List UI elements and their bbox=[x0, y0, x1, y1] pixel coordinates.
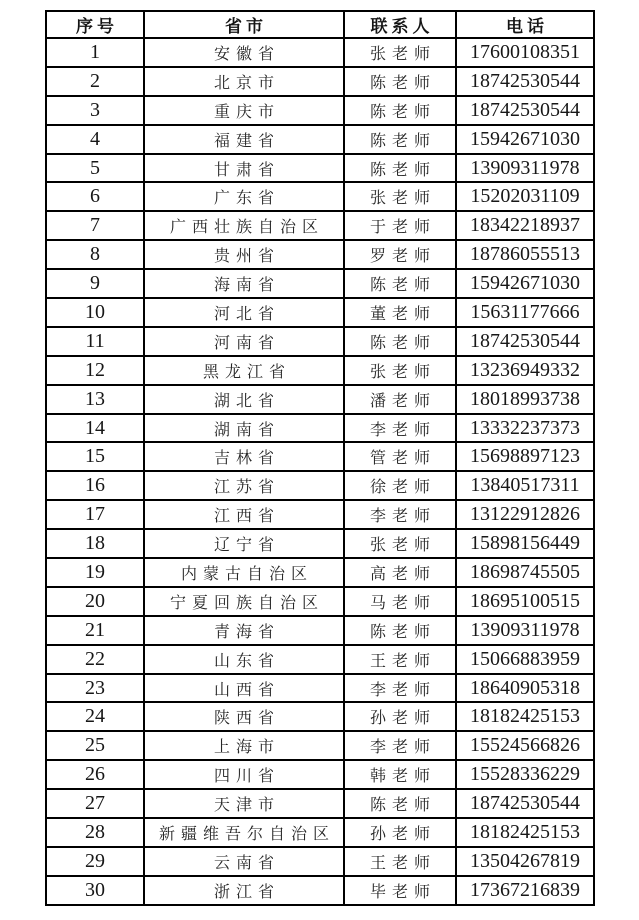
contact-cell: 李老师 bbox=[344, 414, 456, 443]
contact-cell: 李老师 bbox=[344, 674, 456, 703]
index-cell: 6 bbox=[46, 182, 144, 211]
index-cell: 14 bbox=[46, 414, 144, 443]
phone-cell: 18695100515 bbox=[456, 587, 594, 616]
table-header bbox=[46, 11, 594, 38]
table-row bbox=[46, 385, 594, 414]
province-cell: 山西省 bbox=[144, 674, 344, 703]
contact-cell: 张老师 bbox=[344, 38, 456, 67]
table-row bbox=[46, 154, 594, 183]
index-cell: 26 bbox=[46, 760, 144, 789]
phone-cell: 18342218937 bbox=[456, 211, 594, 240]
table-header-row bbox=[46, 11, 594, 38]
phone-cell: 13504267819 bbox=[456, 847, 594, 876]
table-row bbox=[46, 414, 594, 443]
index-cell: 22 bbox=[46, 645, 144, 674]
contact-cell: 陈老师 bbox=[344, 327, 456, 356]
province-cell: 内蒙古自治区 bbox=[144, 558, 344, 587]
index-cell: 15 bbox=[46, 442, 144, 471]
index-cell: 8 bbox=[46, 240, 144, 269]
province-cell: 宁夏回族自治区 bbox=[144, 587, 344, 616]
index-cell: 20 bbox=[46, 587, 144, 616]
index-cell: 19 bbox=[46, 558, 144, 587]
contact-cell: 管老师 bbox=[344, 442, 456, 471]
table-row bbox=[46, 702, 594, 731]
province-cell: 四川省 bbox=[144, 760, 344, 789]
province-cell: 海南省 bbox=[144, 269, 344, 298]
province-cell: 江苏省 bbox=[144, 471, 344, 500]
province-cell: 吉林省 bbox=[144, 442, 344, 471]
table-row bbox=[46, 327, 594, 356]
phone-cell: 15898156449 bbox=[456, 529, 594, 558]
index-cell: 4 bbox=[46, 125, 144, 154]
phone-cell: 13840517311 bbox=[456, 471, 594, 500]
table-row bbox=[46, 674, 594, 703]
contact-cell: 陈老师 bbox=[344, 269, 456, 298]
contact-table bbox=[45, 10, 595, 906]
province-cell: 湖北省 bbox=[144, 385, 344, 414]
province-cell: 山东省 bbox=[144, 645, 344, 674]
contact-cell: 潘老师 bbox=[344, 385, 456, 414]
phone-cell: 18182425153 bbox=[456, 702, 594, 731]
index-cell: 12 bbox=[46, 356, 144, 385]
contact-cell: 董老师 bbox=[344, 298, 456, 327]
phone-cell: 18742530544 bbox=[456, 327, 594, 356]
contact-cell: 陈老师 bbox=[344, 96, 456, 125]
index-cell: 17 bbox=[46, 500, 144, 529]
index-cell: 29 bbox=[46, 847, 144, 876]
index-cell: 13 bbox=[46, 385, 144, 414]
index-cell: 23 bbox=[46, 674, 144, 703]
table-row bbox=[46, 471, 594, 500]
phone-cell: 17367216839 bbox=[456, 876, 594, 905]
table-row bbox=[46, 529, 594, 558]
contact-cell: 张老师 bbox=[344, 529, 456, 558]
province-cell: 河北省 bbox=[144, 298, 344, 327]
province-cell: 新疆维吾尔自治区 bbox=[144, 818, 344, 847]
table-row bbox=[46, 125, 594, 154]
contact-cell: 马老师 bbox=[344, 587, 456, 616]
column-header-phone: 电话 bbox=[456, 11, 594, 38]
province-cell: 贵州省 bbox=[144, 240, 344, 269]
phone-cell: 18742530544 bbox=[456, 789, 594, 818]
table-row bbox=[46, 500, 594, 529]
contact-cell: 张老师 bbox=[344, 182, 456, 211]
table-row bbox=[46, 818, 594, 847]
province-cell: 北京市 bbox=[144, 67, 344, 96]
index-cell: 16 bbox=[46, 471, 144, 500]
table-row bbox=[46, 356, 594, 385]
index-cell: 7 bbox=[46, 211, 144, 240]
table-row bbox=[46, 38, 594, 67]
province-cell: 陕西省 bbox=[144, 702, 344, 731]
contact-cell: 罗老师 bbox=[344, 240, 456, 269]
table-row bbox=[46, 298, 594, 327]
province-cell: 天津市 bbox=[144, 789, 344, 818]
table-row bbox=[46, 876, 594, 905]
province-cell: 青海省 bbox=[144, 616, 344, 645]
contact-cell: 张老师 bbox=[344, 356, 456, 385]
phone-cell: 15942671030 bbox=[456, 125, 594, 154]
province-cell: 江西省 bbox=[144, 500, 344, 529]
column-header-contact: 联系人 bbox=[344, 11, 456, 38]
province-cell: 河南省 bbox=[144, 327, 344, 356]
phone-cell: 15942671030 bbox=[456, 269, 594, 298]
contact-cell: 高老师 bbox=[344, 558, 456, 587]
table-row bbox=[46, 645, 594, 674]
phone-cell: 15524566826 bbox=[456, 731, 594, 760]
contact-cell: 陈老师 bbox=[344, 616, 456, 645]
contact-cell: 于老师 bbox=[344, 211, 456, 240]
contact-cell: 陈老师 bbox=[344, 154, 456, 183]
index-cell: 11 bbox=[46, 327, 144, 356]
table-row bbox=[46, 96, 594, 125]
contact-cell: 王老师 bbox=[344, 847, 456, 876]
phone-cell: 18742530544 bbox=[456, 96, 594, 125]
contact-cell: 毕老师 bbox=[344, 876, 456, 905]
province-cell: 辽宁省 bbox=[144, 529, 344, 558]
contact-cell: 李老师 bbox=[344, 731, 456, 760]
table-row bbox=[46, 67, 594, 96]
phone-cell: 13122912826 bbox=[456, 500, 594, 529]
province-cell: 浙江省 bbox=[144, 876, 344, 905]
contact-cell: 陈老师 bbox=[344, 789, 456, 818]
province-cell: 安徽省 bbox=[144, 38, 344, 67]
contact-cell: 陈老师 bbox=[344, 67, 456, 96]
index-cell: 28 bbox=[46, 818, 144, 847]
contact-cell: 李老师 bbox=[344, 500, 456, 529]
province-cell: 广西壮族自治区 bbox=[144, 211, 344, 240]
index-cell: 21 bbox=[46, 616, 144, 645]
table-row bbox=[46, 211, 594, 240]
phone-cell: 18786055513 bbox=[456, 240, 594, 269]
phone-cell: 18698745505 bbox=[456, 558, 594, 587]
table-row bbox=[46, 616, 594, 645]
column-header-index: 序号 bbox=[46, 11, 144, 38]
phone-cell: 15698897123 bbox=[456, 442, 594, 471]
phone-cell: 18018993738 bbox=[456, 385, 594, 414]
phone-cell: 18742530544 bbox=[456, 67, 594, 96]
phone-cell: 13236949332 bbox=[456, 356, 594, 385]
province-cell: 广东省 bbox=[144, 182, 344, 211]
phone-cell: 13332237373 bbox=[456, 414, 594, 443]
phone-cell: 18640905318 bbox=[456, 674, 594, 703]
contact-cell: 陈老师 bbox=[344, 125, 456, 154]
province-cell: 上海市 bbox=[144, 731, 344, 760]
table-row bbox=[46, 442, 594, 471]
phone-cell: 13909311978 bbox=[456, 616, 594, 645]
province-cell: 重庆市 bbox=[144, 96, 344, 125]
index-cell: 5 bbox=[46, 154, 144, 183]
index-cell: 18 bbox=[46, 529, 144, 558]
table-row bbox=[46, 240, 594, 269]
column-header-province: 省市 bbox=[144, 11, 344, 38]
province-cell: 湖南省 bbox=[144, 414, 344, 443]
table-row bbox=[46, 587, 594, 616]
province-cell: 云南省 bbox=[144, 847, 344, 876]
phone-cell: 17600108351 bbox=[456, 38, 594, 67]
contact-cell: 徐老师 bbox=[344, 471, 456, 500]
table-row bbox=[46, 789, 594, 818]
index-cell: 25 bbox=[46, 731, 144, 760]
phone-cell: 15528336229 bbox=[456, 760, 594, 789]
phone-cell: 15066883959 bbox=[456, 645, 594, 674]
table-row bbox=[46, 760, 594, 789]
table-row bbox=[46, 558, 594, 587]
phone-cell: 13909311978 bbox=[456, 154, 594, 183]
contact-cell: 王老师 bbox=[344, 645, 456, 674]
contact-cell: 韩老师 bbox=[344, 760, 456, 789]
index-cell: 10 bbox=[46, 298, 144, 327]
province-cell: 甘肃省 bbox=[144, 154, 344, 183]
phone-cell: 18182425153 bbox=[456, 818, 594, 847]
index-cell: 30 bbox=[46, 876, 144, 905]
table-row bbox=[46, 269, 594, 298]
table-row bbox=[46, 731, 594, 760]
index-cell: 24 bbox=[46, 702, 144, 731]
province-cell: 黑龙江省 bbox=[144, 356, 344, 385]
table-row bbox=[46, 182, 594, 211]
province-cell: 福建省 bbox=[144, 125, 344, 154]
index-cell: 9 bbox=[46, 269, 144, 298]
contact-cell: 孙老师 bbox=[344, 702, 456, 731]
index-cell: 27 bbox=[46, 789, 144, 818]
index-cell: 1 bbox=[46, 38, 144, 67]
index-cell: 3 bbox=[46, 96, 144, 125]
table-body bbox=[46, 38, 594, 905]
contact-cell: 孙老师 bbox=[344, 818, 456, 847]
phone-cell: 15631177666 bbox=[456, 298, 594, 327]
table-row bbox=[46, 847, 594, 876]
index-cell: 2 bbox=[46, 67, 144, 96]
phone-cell: 15202031109 bbox=[456, 182, 594, 211]
